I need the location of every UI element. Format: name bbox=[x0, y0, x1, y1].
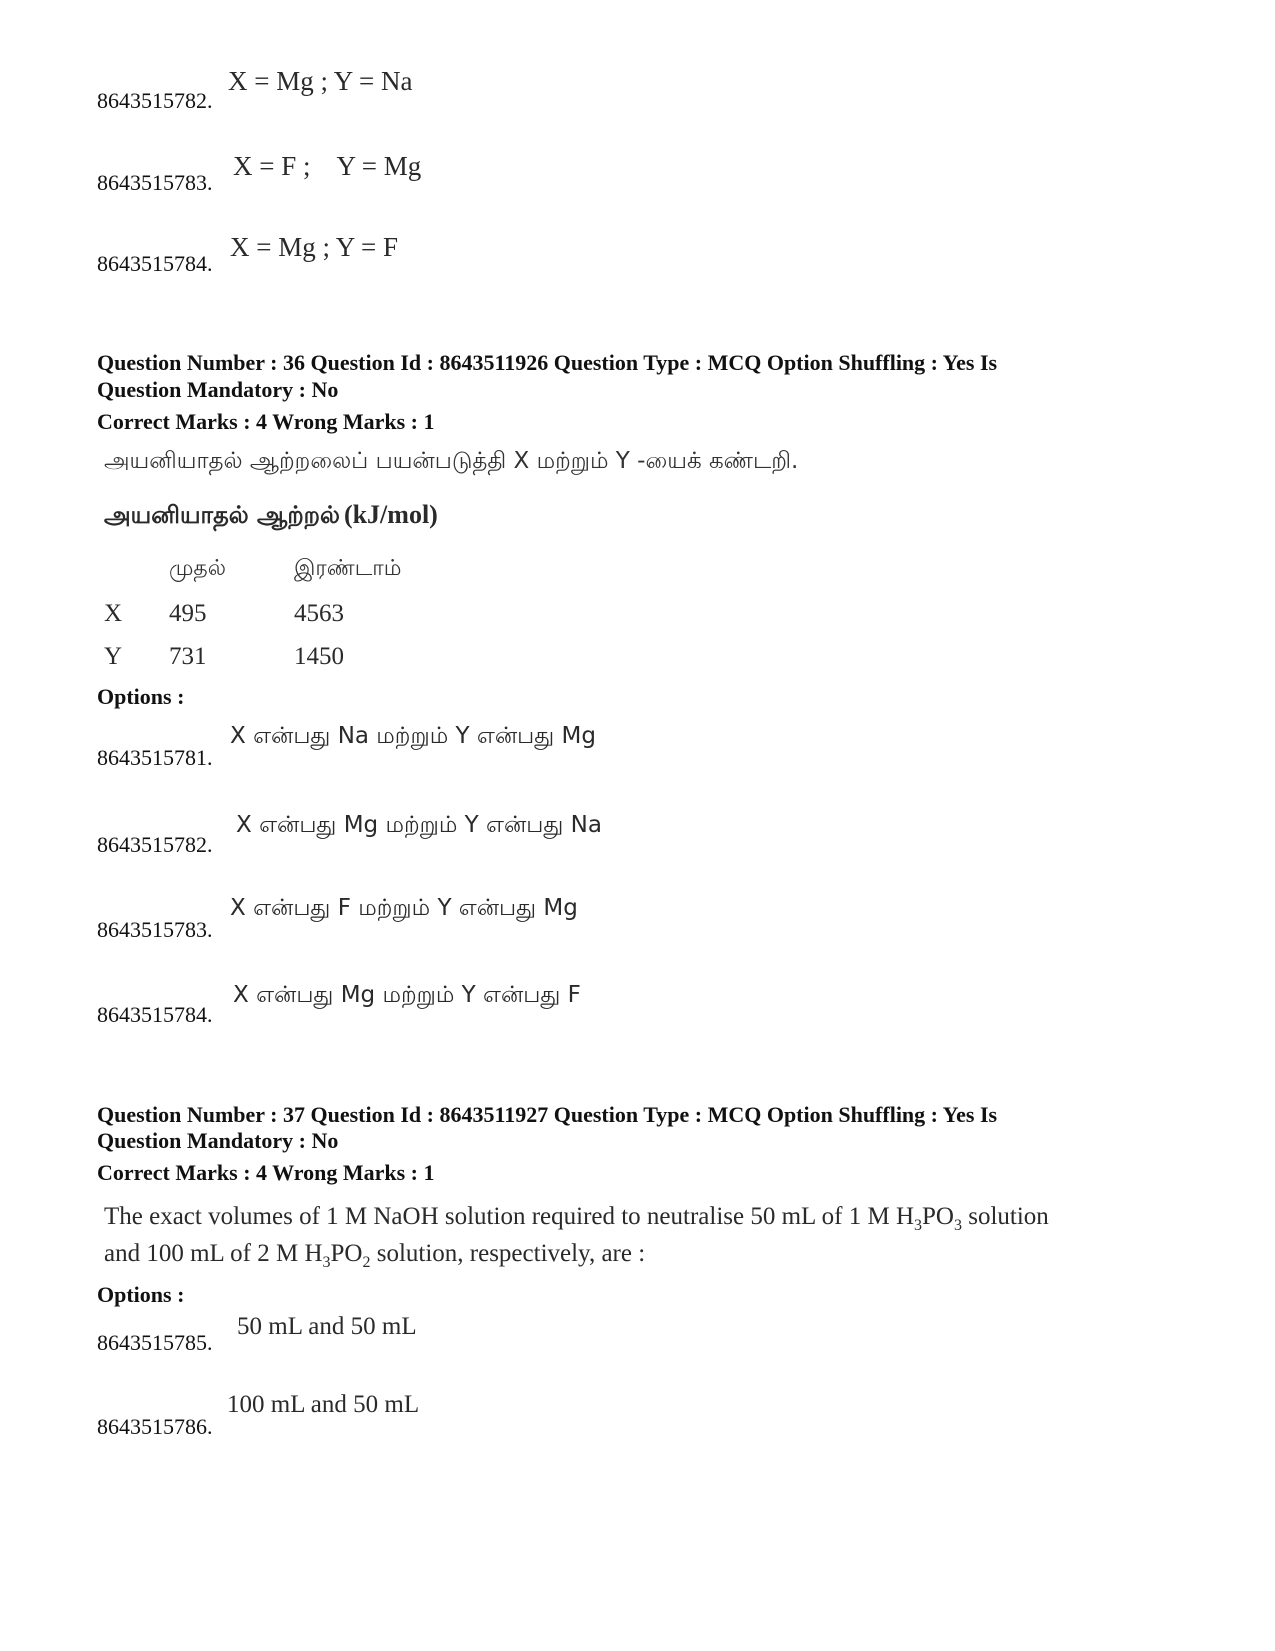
cell-first: 731 bbox=[169, 643, 207, 670]
subscript: 2 bbox=[362, 1254, 371, 1271]
option-text: X = Mg ; Y = F bbox=[230, 232, 398, 262]
question-stem-line2 bbox=[104, 1235, 645, 1282]
option-text: 100 mL and 50 mL bbox=[227, 1391, 420, 1418]
option-text: X = Mg ; Y = Na bbox=[228, 66, 413, 96]
row-label: X bbox=[104, 600, 123, 627]
option-id: 8643515785. bbox=[97, 1330, 213, 1355]
options-label: Options : bbox=[97, 684, 185, 709]
option-id: 8643515782. bbox=[97, 88, 213, 113]
option-id: 8643515782. bbox=[97, 832, 213, 857]
cell-first: 495 bbox=[169, 600, 207, 627]
table-title-tamil: அயனியாதல் ஆற்றல் bbox=[104, 501, 340, 529]
stem-text: The exact volumes of 1 M NaOH solution required to neutralise 50 mL of 1 M H bbox=[104, 1203, 915, 1230]
question-header-line2: Question Mandatory : No bbox=[97, 1128, 339, 1153]
question-marks: Correct Marks : 4 Wrong Marks : 1 bbox=[97, 409, 435, 434]
stem-text: PO bbox=[330, 1240, 363, 1267]
option-text: 50 mL and 50 mL bbox=[237, 1313, 417, 1340]
stem-text: PO bbox=[922, 1203, 954, 1230]
option-id: 8643515783. bbox=[97, 917, 213, 942]
option-id: 8643515784. bbox=[97, 251, 213, 276]
stem-text: and 100 mL of 2 M H bbox=[104, 1240, 323, 1267]
question-marks: Correct Marks : 4 Wrong Marks : 1 bbox=[97, 1160, 435, 1185]
option-text: X என்பது Na மற்றும் Y என்பது Mg bbox=[230, 723, 596, 749]
options-label: Options : bbox=[97, 1282, 185, 1307]
option-text: X என்பது Mg மற்றும் Y என்பது Na bbox=[236, 812, 602, 838]
subscript: 3 bbox=[953, 1217, 962, 1234]
option-text: X என்பது F மற்றும் Y என்பது Mg bbox=[230, 895, 578, 921]
question-stem: அயனியாதல் ஆற்றலைப் பயன்படுத்தி X மற்றும் Y -யைக் கண்டறி. bbox=[104, 448, 799, 474]
table-title-unit: (kJ/mol) bbox=[343, 500, 438, 529]
option-id: 8643515783. bbox=[97, 170, 213, 195]
cell-second: 1450 bbox=[294, 643, 344, 670]
column-header-first: முதல் bbox=[169, 556, 227, 581]
question-header-line2: Question Mandatory : No bbox=[97, 377, 339, 402]
option-id: 8643515781. bbox=[97, 745, 213, 770]
stem-text: solution bbox=[961, 1203, 1049, 1230]
cell-second: 4563 bbox=[294, 600, 344, 627]
option-text: X = F ; Y = Mg bbox=[233, 151, 422, 181]
column-header-second: இரண்டாம் bbox=[294, 556, 402, 581]
table-title bbox=[104, 500, 438, 532]
subscript: 3 bbox=[914, 1217, 923, 1234]
subscript: 3 bbox=[322, 1254, 331, 1271]
question-header-line1: Question Number : 37 Question Id : 8643511927 Question Type : MCQ Option Shuffling : Yes Is bbox=[97, 1102, 998, 1127]
option-id: 8643515784. bbox=[97, 1002, 213, 1027]
row-label: Y bbox=[104, 643, 123, 670]
stem-text: solution, respectively, are : bbox=[370, 1240, 646, 1267]
option-text: X என்பது Mg மற்றும் Y என்பது F bbox=[233, 982, 581, 1008]
option-id: 8643515786. bbox=[97, 1414, 213, 1439]
question-header-line1: Question Number : 36 Question Id : 8643511926 Question Type : MCQ Option Shuffling : Yes Is bbox=[97, 350, 998, 375]
